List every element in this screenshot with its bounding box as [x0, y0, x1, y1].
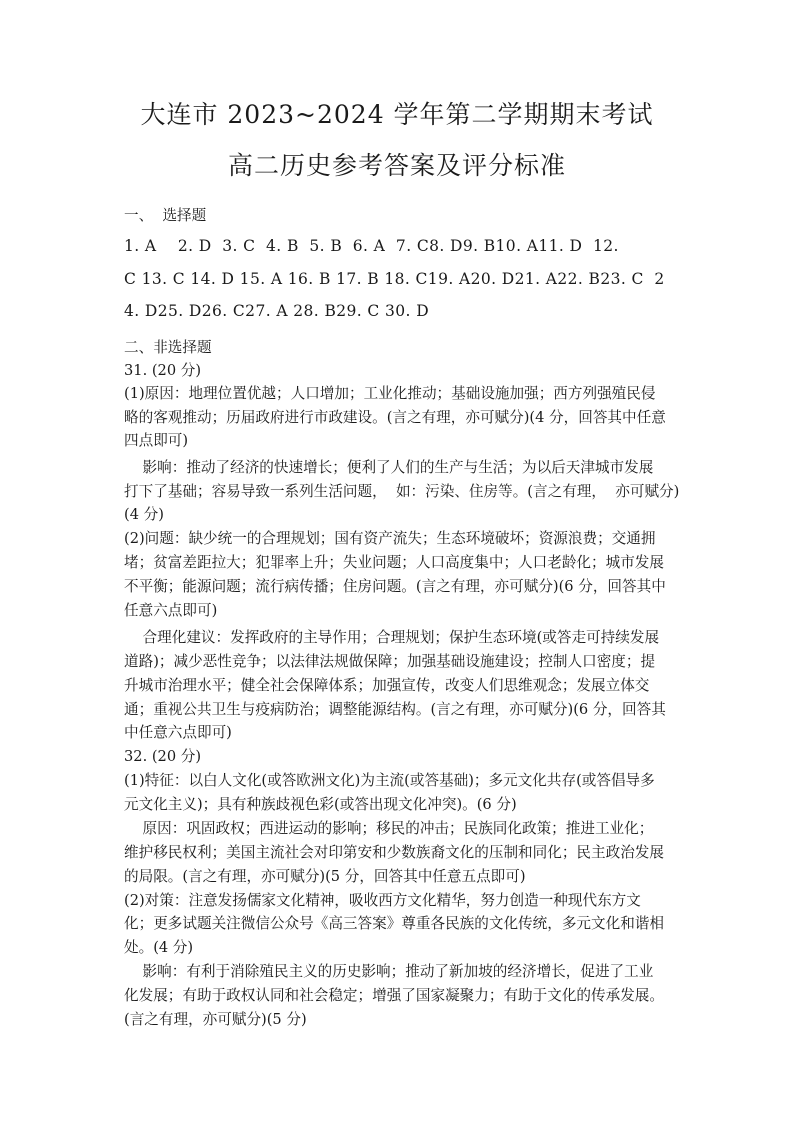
- answer-line: (1)特征：以白人文化(或答欧洲文化)为主流(或答基础)；多元文化共存(或答倡导多: [124, 772, 655, 789]
- answer-line: 原因：巩固政权；西进运动的影响；移民的冲击；民族同化政策；推进工业化；: [124, 820, 654, 837]
- answer-line: (2)问题：缺少统一的合理规划；国有资产流失；生态环境破坏；资源浪费；交通拥: [124, 530, 656, 547]
- section-heading-multiple-choice: 一、 选择题: [124, 207, 207, 224]
- answer-line: 处。(4 分): [124, 939, 194, 956]
- answer-line: 化；更多试题关注微信公众号《高三答案》尊重各民族的文化传统，多元文化和谐相: [124, 915, 664, 932]
- question-32-heading: 32. (20 分): [124, 748, 202, 765]
- mc-answers-line: 4. D25. D26. C27. A 28. B29. C 30. D: [124, 302, 430, 320]
- answer-line: 升城市治理水平；健全社会保障体系；加强宣传，改变人们思维观念；发展立体交: [124, 677, 650, 694]
- mc-answers-line: C 13. C 14. D 15. A 16. B 17. B 18. C19. A20. D21. A22. B23. C 2: [124, 270, 665, 288]
- answer-line: 通；重视公共卫生与疫病防治；调整能源结构。(言之有理，亦可赋分)(6 分，回答其: [124, 701, 666, 718]
- answer-line: (言之有理，亦可赋分)(5 分): [124, 1011, 307, 1028]
- answer-line: 的局限。(言之有理，亦可赋分)(5 分，回答其中任意五点即可): [124, 868, 526, 885]
- answer-line: 合理化建议：发挥政府的主导作用；合理规划；保护生态环境(或答走可持续发展: [124, 629, 660, 646]
- answer-line: 道路)；减少恶性竞争；以法律法规做保障；加强基础设施建设；控制人口密度；提: [124, 653, 656, 670]
- answer-line: 影响：有利于消除殖民主义的历史影响；推动了新加坡的经济增长，促进了工业: [124, 963, 654, 980]
- answer-line: (1)原因：地理位置优越；人口增加；工业化推动；基础设施加强；西方列强殖民侵: [124, 385, 656, 402]
- answer-line: 略的客观推动；历届政府进行市政建设。(言之有理，亦可赋分)(4 分，回答其中任意: [124, 409, 666, 426]
- answer-line: 四点即可): [124, 432, 189, 449]
- answer-line: (2)对策：注意发扬儒家文化精神，吸收西方文化精华，努力创造一种现代东方文: [124, 892, 641, 909]
- answer-line: 打下了基础；容易导致一系列生活问题， 如：污染、住房等。(言之有理， 亦可赋分): [124, 483, 680, 500]
- mc-answers-line: 1. A 2. D 3. C 4. B 5. B 6. A 7. C8. D9. B10. A11. D 12.: [124, 237, 619, 255]
- section-heading-non-choice: 二、非选择题: [124, 339, 212, 356]
- answer-key-subtitle: 高二历史参考答案及评分标准: [227, 151, 566, 180]
- answer-line: 影响：推动了经济的快速增长；便利了人们的生产与生活；为以后天津城市发展: [124, 459, 654, 476]
- answer-line: 不平衡；能源问题；流行病传播；住房问题。(言之有理，亦可赋分)(6 分，回答其中: [124, 578, 666, 595]
- answer-line: 堵；贫富差距拉大；犯罪率上升；失业问题；人口高度集中；人口老龄化；城市发展: [124, 554, 664, 571]
- answer-line: 维护移民权利；美国主流社会对印第安和少数族裔文化的压制和同化；民主政治发展: [124, 844, 664, 861]
- answer-line: 中任意六点即可): [124, 724, 232, 741]
- answer-line: (4 分): [124, 506, 164, 523]
- answer-line: 元文化主义)；具有种族歧视色彩(或答出现文化冲突)。(6 分): [124, 796, 517, 813]
- answer-line: 化发展；有助于政权认同和社会稳定；增强了国家凝聚力；有助于文化的传承发展。: [124, 987, 664, 1004]
- exam-title: 大连市 2023~2024 学年第二学期期末考试: [140, 100, 654, 129]
- question-31-heading: 31. (20 分): [124, 362, 202, 379]
- answer-line: 任意六点即可): [124, 602, 218, 619]
